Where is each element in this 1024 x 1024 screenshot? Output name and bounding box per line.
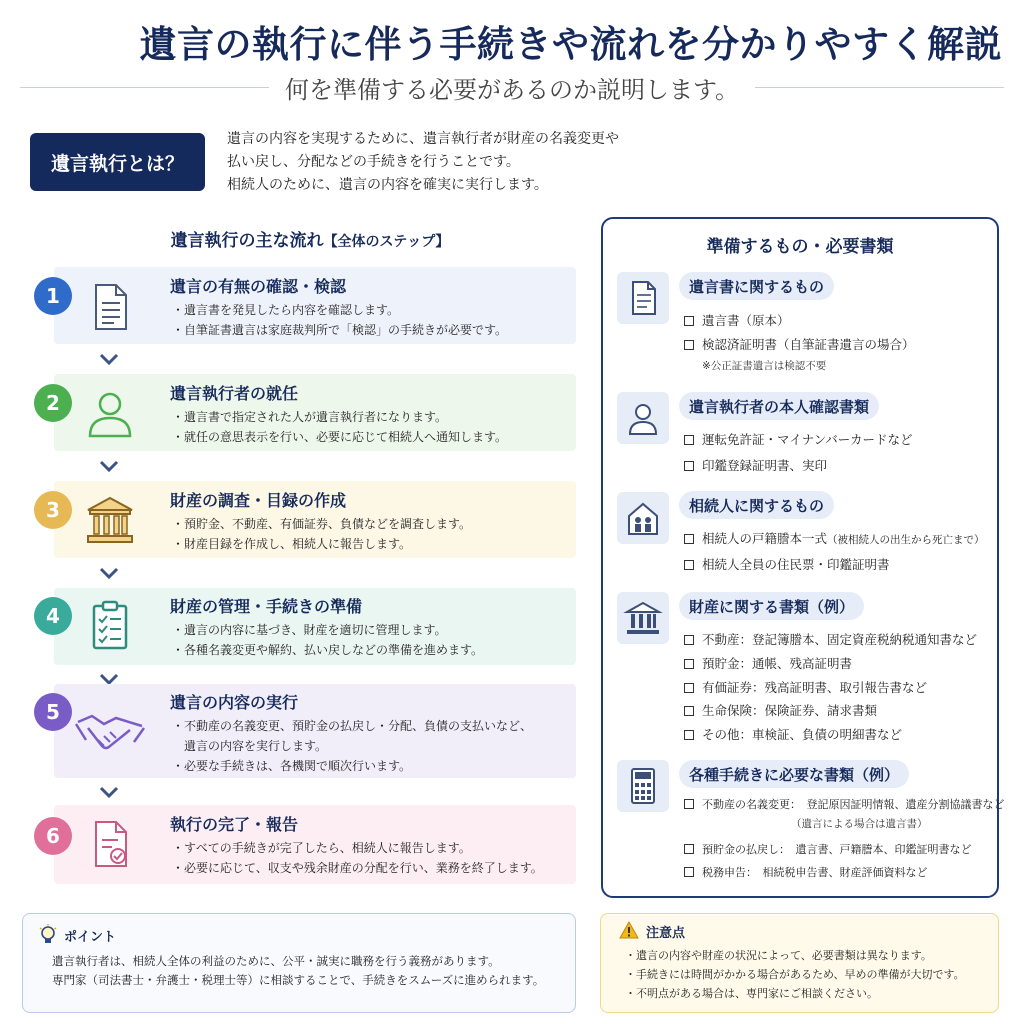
document-item: 遺言書（原本）: [684, 311, 790, 329]
checkbox-icon: [684, 730, 694, 740]
checkbox-icon: [684, 706, 694, 716]
document-item: 預貯金：通帳、残高証明書: [684, 654, 852, 672]
step-line: ・各種名義変更や解約、払い戻しなどの準備を進めます。: [172, 643, 484, 657]
category-icon-box: [617, 592, 669, 644]
intro-label: 遺言執行とは？: [30, 133, 205, 191]
category-label: 遺言執行者の本人確認書類: [679, 392, 879, 420]
step-line: ・必要に応じて、収支や残余財産の分配を行い、業務を終了します。: [172, 861, 543, 875]
category-label: 各種手続きに必要な書類（例）: [679, 760, 909, 788]
step-description: [172, 300, 572, 340]
document-item-note: （被相続人の出生から死亡まで）: [827, 534, 985, 546]
checkbox-icon: [684, 560, 694, 570]
step-description: [172, 407, 572, 447]
step-title: 遺言執行者の就任: [170, 384, 299, 403]
subtitle-row: [20, 70, 1004, 105]
divider-left: [20, 87, 269, 88]
step-title: 財産の調査・目録の作成: [170, 491, 347, 510]
chevron-down-icon: [99, 785, 119, 799]
report-icon: [82, 816, 138, 872]
document-item: 印鑑登録証明書、実印: [684, 456, 827, 474]
intro-line: 払い戻し、分配などの手続きを行うことです。: [227, 154, 520, 170]
document-item: その他：車検証、負債の明細書など: [684, 725, 902, 743]
document-note: ※公正証書遺言は検認不要: [702, 360, 827, 372]
step-line: ・預貯金、不動産、有価証券、負債などを調査します。: [172, 517, 472, 531]
category-label: 遺言書に関するもの: [679, 272, 834, 300]
category-label: 相続人に関するもの: [679, 491, 834, 519]
caution-line: ・遺言の内容や財産の状況によって、必要書類は異なります。: [625, 949, 932, 962]
clipboard-icon: [82, 598, 138, 654]
step-number: 1: [34, 277, 72, 315]
step-title: 遺言の内容の実行: [170, 693, 299, 712]
divider-right: [755, 87, 1004, 88]
step-line: ・遺言書で指定された人が遺言執行者になります。: [172, 410, 448, 424]
step-line: ・財産目録を作成し、相続人に報告します。: [172, 537, 412, 551]
document-item: 相続人の戸籍謄本一式（被相続人の出生から死亡まで）: [684, 529, 985, 547]
person-icon: [617, 392, 669, 444]
step-number: 4: [34, 597, 72, 635]
checkbox-icon: [684, 340, 694, 350]
document-item: 有価証券：残高証明書、取引報告書など: [684, 678, 927, 696]
document-icon: [82, 279, 138, 335]
step-description: [172, 620, 572, 660]
step-number: 5: [34, 693, 72, 731]
page-title: 遺言の執行に伴う手続きや流れを分かりやすく解説: [139, 23, 1002, 66]
step-line: ・就任の意思表示を行い、必要に応じて相続人へ通知します。: [172, 430, 508, 444]
page-subtitle: 何を準備する必要があるのか説明します。: [284, 76, 740, 104]
step-description: [172, 838, 572, 878]
checkbox-icon: [684, 461, 694, 471]
checkbox-icon: [684, 867, 694, 877]
point-line: 遺言執行者は、相続人全体の利益のために、公平・誠実に職務を行う義務があります。: [52, 954, 500, 968]
document-icon: [617, 272, 669, 324]
point-line: 専門家（司法書士・弁護士・税理士等）に相談することで、手続きをスムーズに進められます。: [52, 973, 545, 987]
category-icon-box: [617, 492, 669, 544]
step-number: 6: [34, 817, 72, 855]
checkbox-icon: [684, 799, 694, 809]
step-description: [172, 514, 572, 554]
chevron-down-icon: [99, 459, 119, 473]
checkbox-icon: [684, 844, 694, 854]
flow-heading: [30, 226, 590, 251]
checkbox-icon: [684, 683, 694, 693]
document-item: 検認済証明書（自筆証書遺言の場合）: [684, 335, 915, 353]
intro-line: 遺言の内容を実現するために、遺言執行者が財産の名義変更や: [227, 131, 619, 147]
caution-title: 注意点: [646, 926, 686, 941]
document-item: 預貯金の払戻し： 遺言書、戸籍謄本、印鑑証明書など: [684, 841, 972, 857]
step-line: ・自筆証書遺言は家庭裁判所で「検認」の手続きが必要です。: [172, 323, 508, 337]
category-icon-box: [617, 392, 669, 444]
step-line: ・遺言の内容に基づき、財産を適切に管理します。: [172, 623, 447, 637]
family-house-icon: [617, 492, 669, 544]
flow-heading-text: 遺言執行の主な流れ: [170, 231, 324, 251]
caution-line: ・不明点がある場合は、専門家にご相談ください。: [625, 987, 878, 1000]
caution-line: ・手続きには時間がかかる場合があるため、早めの準備が大切です。: [625, 968, 965, 981]
intro-line: 相続人のために、遺言の内容を確実に実行します。: [227, 177, 548, 193]
step-line: ・遺言書を発見したら内容を確認します。: [172, 303, 400, 317]
category-icon-box: [617, 760, 669, 812]
step-description: [172, 716, 572, 776]
point-title: ポイント: [64, 930, 117, 945]
person-icon: [82, 386, 138, 442]
lightbulb-icon: [38, 924, 58, 946]
step-title: 遺言の有無の確認・検認: [170, 277, 347, 296]
calculator-icon: [617, 760, 669, 812]
document-item-note: （遺言による場合は遺言書）: [791, 818, 928, 830]
step-number: 3: [34, 491, 72, 529]
step-title: 執行の完了・報告: [170, 815, 299, 834]
bank-icon: [82, 492, 138, 548]
caution-text: [625, 946, 995, 1003]
point-text: [52, 952, 572, 990]
step-line: ・不動産の名義変更、預貯金の払戻し・分配、負債の支払いなど、: [172, 719, 533, 733]
checkbox-icon: [684, 635, 694, 645]
category-label: 財産に関する書類（例）: [679, 592, 864, 620]
chevron-down-icon: [99, 352, 119, 366]
checkbox-icon: [684, 659, 694, 669]
category-icon-box: [617, 272, 669, 324]
step-line: ・すべての手続きが完了したら、相続人に報告します。: [172, 841, 471, 855]
document-item: 不動産：登記簿謄本、固定資産税納税通知書など: [684, 630, 977, 648]
handshake-icon: [74, 704, 146, 760]
document-item: 運転免許証・マイナンバーカードなど: [684, 430, 913, 448]
document-item: 生命保険：保険証券、請求書類: [684, 701, 877, 719]
document-item: 相続人全員の住民票・印鑑証明書: [684, 555, 890, 573]
intro-text: [227, 128, 697, 197]
step-line: 遺言の内容を実行します。: [172, 739, 328, 753]
chevron-down-icon: [99, 566, 119, 580]
step-title: 財産の管理・手続きの準備: [170, 597, 363, 616]
documents-heading: 準備するもの・必要書類: [706, 237, 894, 257]
flow-heading-note: 【全体のステップ】: [323, 234, 450, 250]
checkbox-icon: [684, 316, 694, 326]
step-number: 2: [34, 384, 72, 422]
document-item: 不動産の名義変更： 登記原因証明情報、遺産分割協議書など: [684, 796, 1005, 812]
checkbox-icon: [684, 435, 694, 445]
document-item: 税務申告： 相続税申告書、財産評価資料など: [684, 864, 928, 880]
warning-icon: [619, 921, 639, 939]
checkbox-icon: [684, 534, 694, 544]
bank-icon: [617, 592, 669, 644]
step-line: ・必要な手続きは、各機関で順次行います。: [172, 759, 412, 773]
